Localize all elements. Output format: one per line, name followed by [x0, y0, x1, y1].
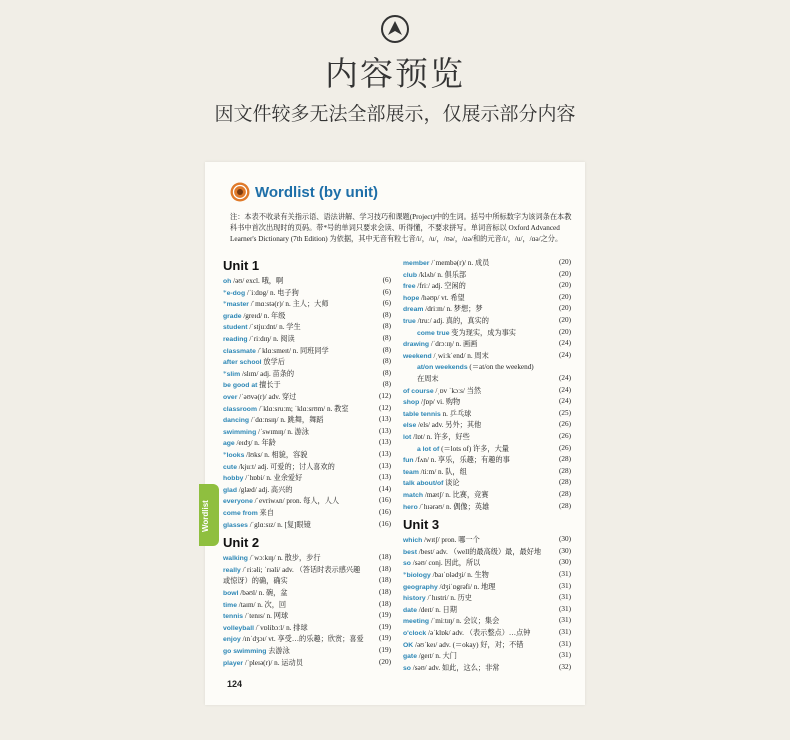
- entry-word: weekend: [403, 352, 432, 360]
- entry-page: (20): [559, 327, 571, 336]
- entry-page: (32): [559, 662, 571, 671]
- entry-page: (16): [379, 519, 391, 528]
- entry-word: glasses: [223, 521, 248, 529]
- wordlist-entry: [223, 496, 391, 506]
- entry-word: history: [403, 595, 426, 603]
- wordlist-entry: [223, 658, 391, 668]
- entry-page: (6): [382, 287, 391, 296]
- entry-definition: (＝lots of) 许多，大量: [441, 444, 509, 453]
- entry-word: volleyball: [223, 624, 254, 632]
- wordlist-entry: [223, 276, 391, 286]
- entry-star: *: [223, 451, 227, 459]
- entry-page: (19): [379, 611, 391, 620]
- entry-definition: /bəʊl/ n. 碗，盆: [240, 589, 288, 597]
- wordlist-entry: [223, 438, 391, 448]
- entry-page: (28): [559, 490, 571, 498]
- entry-page: (24): [559, 350, 571, 359]
- entry-definition: /ˈklɑːsruːm; ˈklɑːsrʊm/ n. 教室: [258, 404, 349, 413]
- wordlist-entry: [223, 576, 391, 586]
- entry-page: (6): [382, 299, 391, 308]
- entry-word: hero: [403, 503, 418, 511]
- wordlist-entry: [417, 444, 571, 454]
- wordlist-entry: [417, 374, 571, 384]
- entry-page: (13): [379, 426, 391, 435]
- entry-word: grade: [223, 312, 242, 320]
- wordlist-entry: [403, 582, 571, 592]
- entry-definition: /geɪt/ n. 大门: [418, 652, 457, 661]
- entry-definition: (＝at/on the weekend): [469, 363, 534, 372]
- wordlist-entry: [223, 334, 391, 344]
- entry-word: bowl: [223, 590, 239, 597]
- entry-word: over: [223, 394, 238, 401]
- wordlist-entry: [403, 420, 571, 430]
- entry-definition: /əʊ/ excl. 哦，啊: [233, 277, 284, 285]
- entry-definition: /ˈtenɪs/ n. 网球: [244, 612, 289, 621]
- entry-word: so: [403, 664, 411, 672]
- entry-word: club: [403, 271, 417, 279]
- entry-word: member: [403, 260, 430, 267]
- entry-page: (31): [559, 593, 571, 602]
- wordlist-intro: 注：本表不收录有关指示语、语法讲解、学习技巧和课题(Project)中的生词。括号中所标数字为该词条在本教科书中首次出现时的页码。带*号的单词只要求会读、听得懂，不要求拼写。单词音标以 Oxford Advanced Learner's Dictionary (7th Edition) 为依据，其中无音有粒七音/i/，/u/，/ʊə/，/ɑə/和的元音/i/，/u/，/ɑə/之分。: [230, 213, 572, 243]
- wordlist-entry: [403, 397, 571, 407]
- entry-page: (8): [382, 334, 391, 342]
- entry-word: be good at: [223, 382, 258, 390]
- entry-page: (31): [559, 581, 571, 590]
- wordlist-entry: [403, 535, 571, 545]
- entry-page: (8): [382, 368, 391, 377]
- entry-word: at/on weekends: [417, 364, 468, 372]
- entry-definition: 放学后: [263, 358, 285, 367]
- entry-word: looks: [226, 452, 245, 459]
- entry-word: hobby: [223, 475, 244, 483]
- entry-page: (19): [379, 646, 391, 654]
- entry-definition: /truː/ adj. 真的，真实的: [417, 317, 489, 325]
- entry-word: go swimming: [223, 648, 267, 655]
- wordlist-entry: [403, 616, 571, 626]
- wordlist-entry: [223, 588, 391, 598]
- entry-word: come true: [417, 329, 450, 337]
- entry-definition: /klʌb/ n. 俱乐部: [418, 270, 467, 279]
- entry-page: (12): [379, 392, 391, 400]
- wordlist-entry: [403, 628, 571, 638]
- entry-word: cute: [223, 463, 237, 471]
- entry-word: hope: [403, 294, 420, 302]
- entry-word: after school: [223, 359, 262, 367]
- entry-page: (28): [559, 478, 571, 487]
- entry-word: OK: [403, 641, 414, 649]
- brand-logo-icon: [380, 14, 410, 44]
- wordlist-entry: [403, 502, 571, 512]
- entry-word: date: [403, 606, 417, 614]
- entry-word: so: [403, 560, 411, 568]
- entry-definition: /ˈhɪstri/ n. 历史: [427, 594, 472, 603]
- wordlist-entry: [417, 362, 571, 372]
- entry-definition: /ˈriːəli; ˈrɪəli/ adv. （答话时表示感兴趣: [242, 565, 361, 574]
- wordlist-entry: [403, 386, 571, 396]
- wordlist-entry: [403, 316, 571, 326]
- entry-word: classmate: [223, 347, 256, 355]
- entry-word: oh: [223, 278, 232, 285]
- wordlist-entry: [223, 485, 391, 495]
- entry-word: match: [403, 492, 424, 499]
- entry-definition: /ˈklɑːsmeɪt/ n. 同班同学: [257, 346, 329, 355]
- entry-definition: /ˈwɔːkɪŋ/ n. 散步，步行: [249, 554, 321, 563]
- entry-page: (8): [382, 357, 391, 366]
- entry-word: geography: [403, 583, 438, 591]
- entry-word: everyone: [223, 498, 253, 506]
- wordlist-entry: [403, 570, 571, 580]
- entry-word: table tennis: [403, 410, 441, 418]
- wordlist-entry: [403, 558, 571, 568]
- entry-definition: /glæd/ adj. 高兴的: [238, 485, 293, 494]
- entry-definition: /deɪt/ n. 日期: [418, 605, 457, 614]
- wordlist-entry: [403, 605, 571, 615]
- entry-word: shop: [403, 399, 420, 407]
- wordlist-entry: [223, 322, 391, 332]
- entry-definition: /ˈvɒlibɔːl/ n. 排球: [255, 623, 308, 632]
- wordlist-entry: [403, 293, 571, 303]
- entry-definition: /lɒt/ n. 许多，好些: [413, 433, 470, 441]
- entry-page: (8): [382, 310, 391, 319]
- wordlist-side-tab: [199, 484, 219, 546]
- entry-page: (31): [559, 570, 571, 578]
- entry-word: walking: [223, 555, 248, 563]
- entry-page: (20): [559, 316, 571, 324]
- entry-page: (26): [559, 420, 571, 429]
- wordlist-entry: [403, 409, 571, 419]
- entry-page: (20): [379, 657, 391, 666]
- entry-star: *: [223, 288, 227, 297]
- entry-definition: /eɪdʒ/ n. 年龄: [236, 439, 276, 448]
- entry-definition: /ˈriːdɪŋ/ n. 阅读: [249, 335, 295, 343]
- entry-word: age: [223, 440, 235, 448]
- entry-definition: /ˈswɪmɪŋ/ n. 游泳: [258, 427, 309, 436]
- entry-page: (8): [382, 345, 391, 354]
- entry-word: else: [403, 422, 417, 430]
- entry-definition: /ˌwiːkˈend/ n. 周末: [433, 351, 489, 360]
- entry-definition: /ˈiːdɒg/ n. 电子狗: [246, 288, 299, 297]
- entry-page: (18): [379, 599, 391, 608]
- entry-page: (26): [559, 432, 571, 440]
- entry-word: dream: [403, 306, 424, 314]
- entry-star: *: [403, 571, 407, 579]
- wordlist-entry: [403, 663, 571, 673]
- entry-definition: /ʃɒp/ vi. 购物: [421, 398, 461, 407]
- entry-definition: /baɪˈɒlədʒi/ n. 生物: [432, 571, 489, 579]
- entry-word: dancing: [223, 417, 250, 425]
- entry-word: talk about/of: [403, 480, 444, 488]
- entry-word: best: [403, 548, 417, 556]
- entry-definition: 或惊讶）的确，确实: [223, 577, 288, 586]
- wordlist-entry: [403, 304, 571, 314]
- entry-page: (20): [559, 258, 571, 266]
- wordlist-entry: [223, 508, 391, 518]
- entry-definition: /ˌɒv ˈkɔːs/ 当然: [435, 386, 482, 395]
- entry-word: of course: [403, 387, 434, 395]
- unit-heading: Unit 1: [223, 258, 260, 273]
- entry-definition: /ˈpleɪə(r)/ n. 运动员: [244, 658, 303, 667]
- wordlist-entry: [223, 311, 391, 321]
- entry-page: (6): [382, 276, 391, 284]
- entry-definition: /slɪm/ adj. 苗条的: [242, 369, 295, 378]
- wordlist-entry: [403, 547, 571, 557]
- entry-page: (20): [559, 304, 571, 313]
- wordlist-entry: [403, 467, 571, 477]
- entry-page: (13): [379, 473, 391, 482]
- entry-page: (20): [559, 292, 571, 301]
- wordlist-entry: [403, 593, 571, 603]
- entry-page: (31): [559, 628, 571, 636]
- entry-definition: 擅长于: [259, 381, 281, 390]
- entry-word: which: [403, 537, 423, 545]
- entry-page: (25): [559, 408, 571, 417]
- entry-definition: /ˈdɑːnsɪŋ/ n. 跳舞，舞蹈: [250, 416, 324, 425]
- entry-word: drawing: [403, 341, 430, 349]
- entry-word: meeting: [403, 618, 430, 626]
- entry-word: gate: [403, 653, 417, 661]
- entry-definition: 来自: [259, 509, 274, 517]
- entry-definition: /wɪtʃ/ pron. 哪一个: [424, 536, 480, 545]
- entry-definition: /səʊ/ adv. 如此，这么；非常: [412, 663, 500, 672]
- entry-definition: /həʊp/ vt. 希望: [421, 293, 465, 302]
- entry-definition: 在周末: [417, 375, 439, 383]
- entry-page: (8): [382, 322, 391, 331]
- wordlist-entry: [223, 553, 391, 563]
- entry-word: free: [403, 283, 416, 291]
- entry-page: (18): [379, 564, 391, 573]
- entry-word: student: [223, 324, 248, 332]
- wordlist-entry: [403, 651, 571, 661]
- entry-word: come from: [223, 510, 258, 517]
- entry-definition: /ˈmembə(r)/ n. 成员: [431, 259, 490, 267]
- wordlist-entry: [223, 288, 391, 298]
- entry-page: (31): [559, 651, 571, 660]
- entry-definition: 去游泳: [268, 647, 290, 655]
- entry-definition: /ˈəʊvə(r)/ adv. 穿过: [239, 393, 297, 401]
- entry-page: (18): [379, 576, 391, 585]
- entry-definition: /səʊ/ conj. 因此，所以: [412, 559, 481, 568]
- wordlist-entry: [223, 380, 391, 390]
- entry-definition: /driːm/ n. 梦想；梦: [425, 305, 483, 314]
- wordlist-entry: [223, 646, 391, 656]
- wordlist-entry: [223, 392, 391, 402]
- entry-definition: /əʊˈkeɪ/ adv. (＝okay) 好，对；不错: [415, 640, 524, 649]
- entry-word: o'clock: [403, 630, 427, 637]
- entry-word: e-dog: [226, 289, 246, 297]
- entry-page: (18): [379, 588, 391, 596]
- entry-word: fun: [403, 457, 414, 465]
- entry-definition: /əˈklɒk/ adv. （表示整点）…点钟: [427, 629, 531, 637]
- wordlist-entry: [223, 357, 391, 367]
- entry-page: (31): [559, 616, 571, 625]
- entry-definition: /ˈmɑːstə(r)/ n. 主人；大师: [250, 300, 329, 309]
- wordlist-icon: [230, 182, 250, 202]
- entry-word: really: [223, 566, 241, 574]
- entry-definition: /ˈevriwʌn/ pron. 每人，人人: [254, 497, 340, 506]
- entry-page: (13): [379, 450, 391, 458]
- entry-page: (28): [559, 455, 571, 464]
- wordlist-entry: [223, 404, 391, 414]
- entry-page: (18): [379, 553, 391, 562]
- wordlist-entry: [223, 565, 391, 575]
- entry-definition: 变为现实，成为事实: [451, 328, 516, 337]
- entry-page: (20): [559, 269, 571, 278]
- entry-definition: /lʊks/ n. 相貌，容貌: [246, 451, 308, 459]
- wordlist-entry: [403, 455, 571, 465]
- wordlist-entry: [223, 427, 391, 437]
- page-number: 124: [227, 679, 243, 689]
- entry-definition: /best/ adv. （well的最高级）最，最好地: [418, 547, 542, 556]
- entry-page: (28): [559, 466, 571, 475]
- wordlist-entry: [223, 611, 391, 621]
- wordlist-entry: [223, 415, 391, 425]
- wordlist-entry: [223, 634, 391, 644]
- entry-page: (30): [559, 535, 571, 544]
- entry-definition: /els/ adv. 另外；其他: [418, 421, 482, 430]
- entry-page: (16): [379, 496, 391, 505]
- entry-definition: /fʌn/ n. 享乐，乐趣；有趣的事: [415, 456, 510, 465]
- wordlist-title: Wordlist (by unit): [255, 184, 379, 201]
- wordlist-entry: [403, 270, 571, 280]
- entry-definition: /tiːm/ n. 队，组: [420, 467, 467, 476]
- entry-word: classroom: [223, 405, 258, 413]
- entry-page: (24): [559, 339, 571, 348]
- section-title: 内容预览: [325, 54, 465, 93]
- wordlist-entry: [223, 462, 391, 472]
- wordlist-entry: [403, 490, 571, 500]
- entry-page: (30): [559, 558, 571, 567]
- entry-definition: /ˈstjuːdnt/ n. 学生: [249, 323, 301, 332]
- wordlist-entry: [417, 328, 571, 338]
- wordlist-entry: [223, 520, 391, 530]
- entry-page: (20): [559, 281, 571, 290]
- entry-page: (24): [559, 397, 571, 406]
- entry-definition: /kjuːt/ adj. 可爱的；讨人喜欢的: [238, 462, 335, 471]
- wordlist-entry: [403, 478, 571, 488]
- entry-word: glad: [223, 486, 237, 494]
- wordlist-entry: [403, 432, 571, 442]
- entry-word: swimming: [223, 428, 257, 436]
- entry-definition: /ˈdrɔːɪŋ/ n. 画画: [430, 340, 478, 349]
- entry-page: (16): [379, 508, 391, 516]
- entry-word: lot: [403, 434, 412, 441]
- wordlist-entry: [403, 351, 571, 361]
- entry-page: (28): [559, 501, 571, 510]
- entry-page: (13): [379, 438, 391, 447]
- wordlist-entry: [223, 369, 391, 379]
- entry-page: (26): [559, 443, 571, 452]
- entry-definition: /dʒiˈɒgrəfi/ n. 地理: [439, 582, 496, 591]
- section-subtitle: 因文件较多无法全部展示，仅展示部分内容: [214, 103, 576, 125]
- entry-word: true: [403, 318, 416, 325]
- entry-page: (31): [559, 604, 571, 613]
- document-page: [201, 162, 585, 705]
- entry-page: (31): [559, 639, 571, 648]
- entry-definition: 谈论: [445, 479, 460, 488]
- entry-word: biology: [406, 572, 431, 579]
- wordlist-entry: [223, 473, 391, 483]
- entry-word: enjoy: [223, 636, 241, 644]
- entry-word: a lot of: [417, 445, 440, 453]
- entry-page: (12): [379, 403, 391, 412]
- wordlist-entry: [223, 623, 391, 633]
- entry-word: master: [226, 301, 249, 309]
- entry-definition: /ˈglɑːsɪz/ n. [复]眼镜: [249, 520, 311, 529]
- entry-word: slim: [226, 370, 241, 378]
- wordlist-entry: [403, 339, 571, 349]
- tab-label: Wordlist: [201, 500, 210, 532]
- entry-definition: /friː/ adj. 空闲的: [417, 282, 466, 291]
- entry-page: (30): [559, 546, 571, 555]
- entry-word: team: [403, 468, 419, 476]
- wordlist-entry: [223, 346, 391, 356]
- entry-definition: /mætʃ/ n. 比赛，竞赛: [424, 491, 489, 499]
- entry-definition: /taɪm/ n. 次，回: [238, 600, 287, 609]
- entry-word: reading: [223, 336, 248, 343]
- entry-definition: /ˈmiːtɪŋ/ n. 会议；集会: [430, 617, 500, 626]
- entry-page: (24): [559, 374, 571, 382]
- entry-word: tennis: [223, 613, 244, 621]
- entry-definition: /ɪnˈdʒɔɪ/ vt. 享受…的乐趣；欣赏；喜爱: [242, 635, 364, 644]
- entry-page: (19): [379, 634, 391, 643]
- wordlist-entry: [223, 450, 391, 460]
- entry-word: time: [223, 601, 237, 609]
- entry-page: (13): [379, 461, 391, 470]
- wordlist-entry: [403, 640, 571, 650]
- entry-page: (24): [559, 385, 571, 394]
- entry-word: player: [223, 659, 244, 667]
- entry-definition: /ˈhɒbi/ n. 业余爱好: [245, 474, 303, 483]
- unit-heading: Unit 2: [223, 535, 260, 551]
- entry-star: *: [223, 300, 227, 309]
- unit-heading: Unit 3: [403, 517, 440, 533]
- wordlist-entry: [403, 281, 571, 291]
- entry-page: (13): [379, 415, 391, 424]
- entry-definition: /ˈhɪərəʊ/ n. 偶像；英雄: [419, 502, 490, 511]
- entry-page: (14): [379, 484, 391, 493]
- entry-star: *: [223, 369, 227, 378]
- entry-definition: n. 乒乓球: [442, 409, 472, 418]
- entry-page: (8): [382, 380, 391, 389]
- wordlist-entry: [403, 258, 571, 268]
- entry-page: (19): [379, 622, 391, 631]
- wordlist-entry: [223, 600, 391, 610]
- entry-definition: /greɪd/ n. 年级: [243, 311, 286, 320]
- wordlist-entry: [223, 299, 391, 309]
